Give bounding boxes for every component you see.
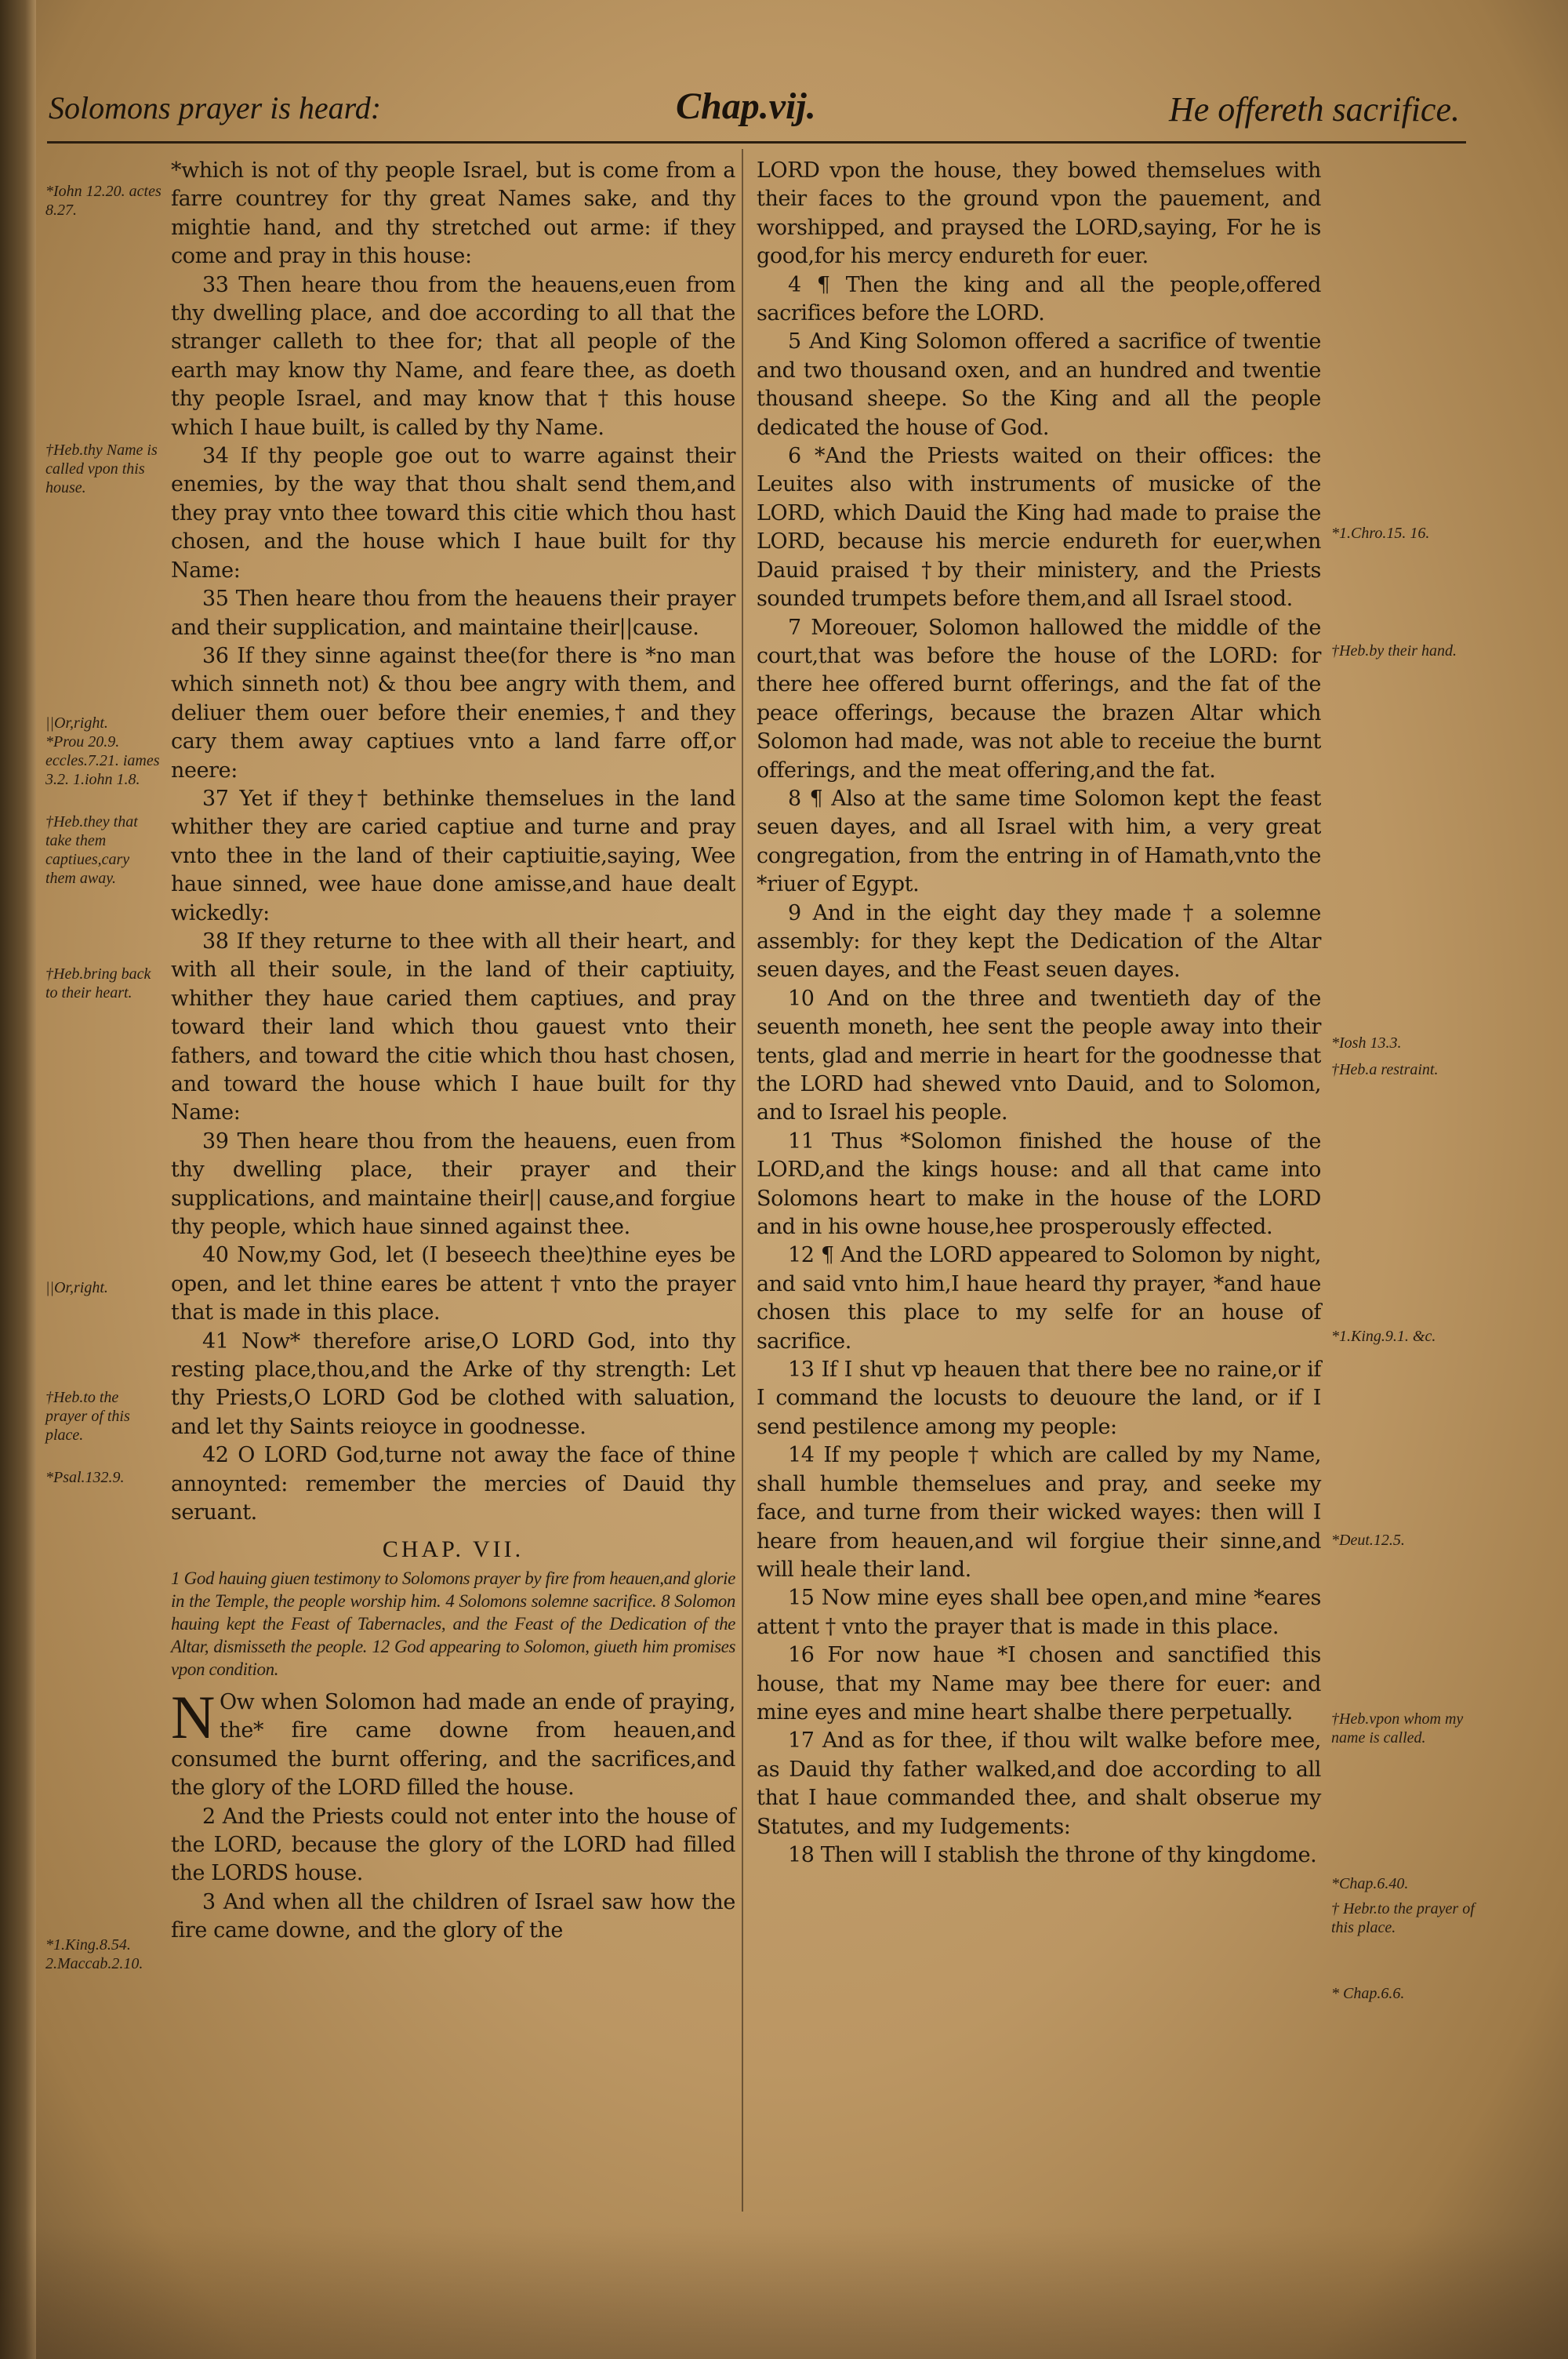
header-rule (47, 141, 1466, 144)
verse-text: *which is not of thy people Israel, but is come from a farre countrey for thy great Names sake, and thy mightie hand, and thy stretched out arme: if they come and pray in this house: (171, 158, 735, 269)
chapter-heading: CHAP. VII. (382, 1536, 524, 1562)
right-column (757, 157, 1321, 1870)
running-head-left: Solomons prayer is heard: (49, 90, 382, 125)
margin-note: *Iosh 13.3. (1331, 1034, 1402, 1052)
margin-note: *Iohn 12.20. actes 8.27. (45, 183, 162, 219)
verse-text: 3 And when all the children of Israel saw how the fire came downe, and the glory of the (171, 1889, 735, 1943)
verse-text: 7 Moreouer, Solomon hallowed the middle of the court,that was before the house of the LORD: for there hee offered burnt offerings, and the fat of the peace offerings, because the brazen Altar which Solomon had made, was not able to receiue the burnt offerings, and the meat offering,and the fat. (757, 615, 1321, 783)
margin-note: *Deut.12.5. (1331, 1532, 1405, 1549)
verse-text: 8 ¶ Also at the same time Solomon kept the feast seuen dayes, and all Israel with him, a very great congregation, from the entring in of Hamath,vnto the *riuer of Egypt. (757, 786, 1321, 897)
chapter-opening (171, 1682, 735, 1803)
margin-note: †Heb.a restraint. (1331, 1061, 1439, 1078)
verse-text: 11 Thus *Solomon finished the house of the LORD,and the kings house: and all that came into Solomons heart to make in the house of the LORD and in his owne house,hee prosperously effected. (757, 1129, 1321, 1240)
verse-text: 18 Then will I stablish the throne of thy kingdome. (788, 1842, 1317, 1867)
verse-text: 36 If they sinne against thee(for there is *no man which sinneth not) & thou bee angry with them, and deliuer them ouer before their enemies,† and they cary them away captiues vnto a land farre off,or neere: (171, 643, 735, 783)
verse-text: 38 If they returne to thee with all their heart, and with all their soule, in the land of their captiuity, whither they haue caried them captiues, and pray toward their land which thou gauest vnto their fathers, and toward the citie which thou hast chosen, and toward the house which I haue built for thy Name: (171, 929, 735, 1125)
verse-text: Ow when Solomon had made an ende of praying, the* fire came downe from heauen,and consumed the burnt offering, and the sacrifices,and the glory of the LORD filled the house. (171, 1689, 735, 1801)
margin-note: †Heb.thy Name is called vpon this house. (45, 442, 158, 496)
verse-text: 33 Then heare thou from the heauens,euen from thy dwelling place, and doe according to all that the stranger calleth to thee for; that all people of the earth may know thy Name, and feare thee, as doeth thy people Israel, and may know that † this house which I haue built, is called by thy Name. (171, 272, 735, 440)
margin-note: †Heb.to the prayer of this place. (45, 1389, 130, 1444)
verse-text: 15 Now mine eyes shall bee open,and mine *eares attent † vnto the prayer that is made in this place. (757, 1586, 1321, 1639)
verse-text: 34 If thy people goe out to warre against their enemies, by the way that thou shalt send them,and they pray vnto thee toward this citie which thou hast chosen, and the house which I haue built for thy Name: (171, 444, 735, 583)
verse-text: 9 And in the eight day they made † a solemne assembly: for they kept the Dedication of the Altar seuen dayes, and the Feast seuen dayes. (757, 900, 1321, 983)
margin-note: †Heb.by their hand. (1331, 642, 1457, 660)
verse-text: LORD vpon the house, they bowed themselues with their faces to the ground vpon the pauement, and worshipped, and praysed the LORD,saying, For he is good,for his mercy endureth for euer. (757, 158, 1321, 269)
verse-text: 40 Now,my God, let (I beseech thee)thine eyes be open, and let thine eares be attent † vnto the prayer that is made in this place. (171, 1243, 735, 1325)
margin-note: †Heb.vpon whom my name is called. (1331, 1710, 1464, 1747)
verse-text: 41 Now* therefore arise,O LORD God, into thy resting place,thou,and the Arke of thy strength: Let thy Priests,O LORD God be clothed with saluation, and let thy Saints reioyce in goodnesse. (171, 1329, 735, 1439)
margin-note: *Chap.6.40. (1331, 1875, 1409, 1892)
chapter-summary: 1 God hauing giuen testimony to Solomons prayer by fire from heauen,and glorie in the Temple, the people worship him. 4 Solomons solemne sacrifice. 8 Solomon hauing kept the Feast of Tabernacles, and the Feast of the Dedication of the Altar, dismisseth the people. 12 God appearing to Solomon, giueth him promises vpon condition. (171, 1568, 735, 1679)
margin-note: †Heb.bring back to their heart. (45, 965, 151, 1001)
page-shading (0, 2226, 1568, 2359)
binding-gutter (0, 0, 36, 2359)
margin-note: *Psal.132.9. (45, 1469, 125, 1486)
running-head-chapter: Chap.vij. (676, 85, 816, 127)
verse-text: 42 O LORD God,turne not away the face of thine annoynted: remember the mercies of Dauid thy seruant. (171, 1443, 735, 1525)
verse-text: 37 Yet if they† bethinke themselues in the land whither they are caried captiue and turne and pray vnto thee in the land of their captiuitie,saying, Wee haue sinned, wee haue done amisse,and haue dealt wickedly: (171, 786, 735, 925)
verse-text: 6 *And the Priests waited on their offices: the Leuites also with instruments of musicke of the LORD, which Dauid the King had made to praise the LORD, because his mercie endureth for euer,when Dauid praised †by their ministery, and the Priests sounded trumpets before them,and all Israel stood. (757, 444, 1321, 612)
verse-text: 5 And King Solomon offered a sacrifice of twentie and two thousand oxen, and an hundred and twentie thousand sheepe. So the King and all the people dedicated the house of God. (757, 329, 1321, 440)
verse-text: 13 If I shut vp heauen that there bee no raine,or if I command the locusts to deuoure the land, or if I send pestilence among my people: (757, 1358, 1321, 1439)
margin-note: ||Or,right. (45, 1279, 108, 1296)
margin-note: ||Or,right. (45, 714, 108, 732)
verse-text: 14 If my people † which are called by my Name, shall humble themselues and pray, and seeke my face, and turne from their wicked wayes: then will I heare from heauen,and wil forgiue their sinne,and will heale their land. (757, 1443, 1321, 1582)
verse-text: 35 Then heare thou from the heauens their prayer and their supplication, and maintaine their||cause. (171, 587, 735, 640)
drop-cap: N (171, 1682, 215, 1751)
verse-text: 16 For now haue *I chosen and sanctified this house, that my Name may bee there for euer: and mine eyes and mine heart shalbe there perpetually. (757, 1643, 1321, 1725)
running-head-right: He offereth sacrifice. (1168, 90, 1460, 129)
verse-text: 17 And as for thee, if thou wilt walke before mee, as Dauid thy father walked,and doe according to all that I haue commanded thee, and shalt obserue my Statutes, and my Iudgements: (757, 1728, 1321, 1839)
margin-note: *1.King.9.1. &c. (1331, 1328, 1436, 1345)
verse-text: 10 And on the three and twentieth day of the seuenth moneth, hee sent the people away into their tents, glad and merrie in heart for the goodnesse that the LORD had shewed vnto Dauid, and to Solomon, and to Israel his people. (757, 986, 1321, 1125)
margin-note: † Hebr.to the prayer of this place. (1331, 1900, 1475, 1936)
margin-note: †Heb.they that take them captiues,cary them away. (45, 813, 138, 887)
margin-note: * Chap.6.6. (1331, 1985, 1405, 2002)
running-head (49, 82, 1460, 144)
margin-note: *1.Chro.15. 16. (1331, 525, 1430, 542)
verse-text: 39 Then heare thou from the heauens, euen from thy dwelling place, their prayer and their supplications, and maintaine their|| cause,and forgiue thy people, which haue sinned against thee. (171, 1129, 735, 1240)
verse-text: 4 ¶ Then the king and all the people,offered sacrifices before the LORD. (757, 272, 1321, 326)
margin-note: *Prou 20.9. eccles.7.21. iames 3.2. 1.iohn 1.8. (45, 733, 160, 788)
margin-note: *1.King.8.54. 2.Maccab.2.10. (45, 1936, 143, 1972)
left-column (171, 157, 735, 1946)
column-divider (742, 149, 743, 2212)
verse-text: 2 And the Priests could not enter into the house of the LORD, because the glory of the LORD had filled the LORDS house. (171, 1804, 735, 1886)
verse-text: 12 ¶ And the LORD appeared to Solomon by night, and said vnto him,I haue heard thy prayer, *and haue chosen this place to my selfe for an house of sacrifice. (757, 1243, 1321, 1354)
